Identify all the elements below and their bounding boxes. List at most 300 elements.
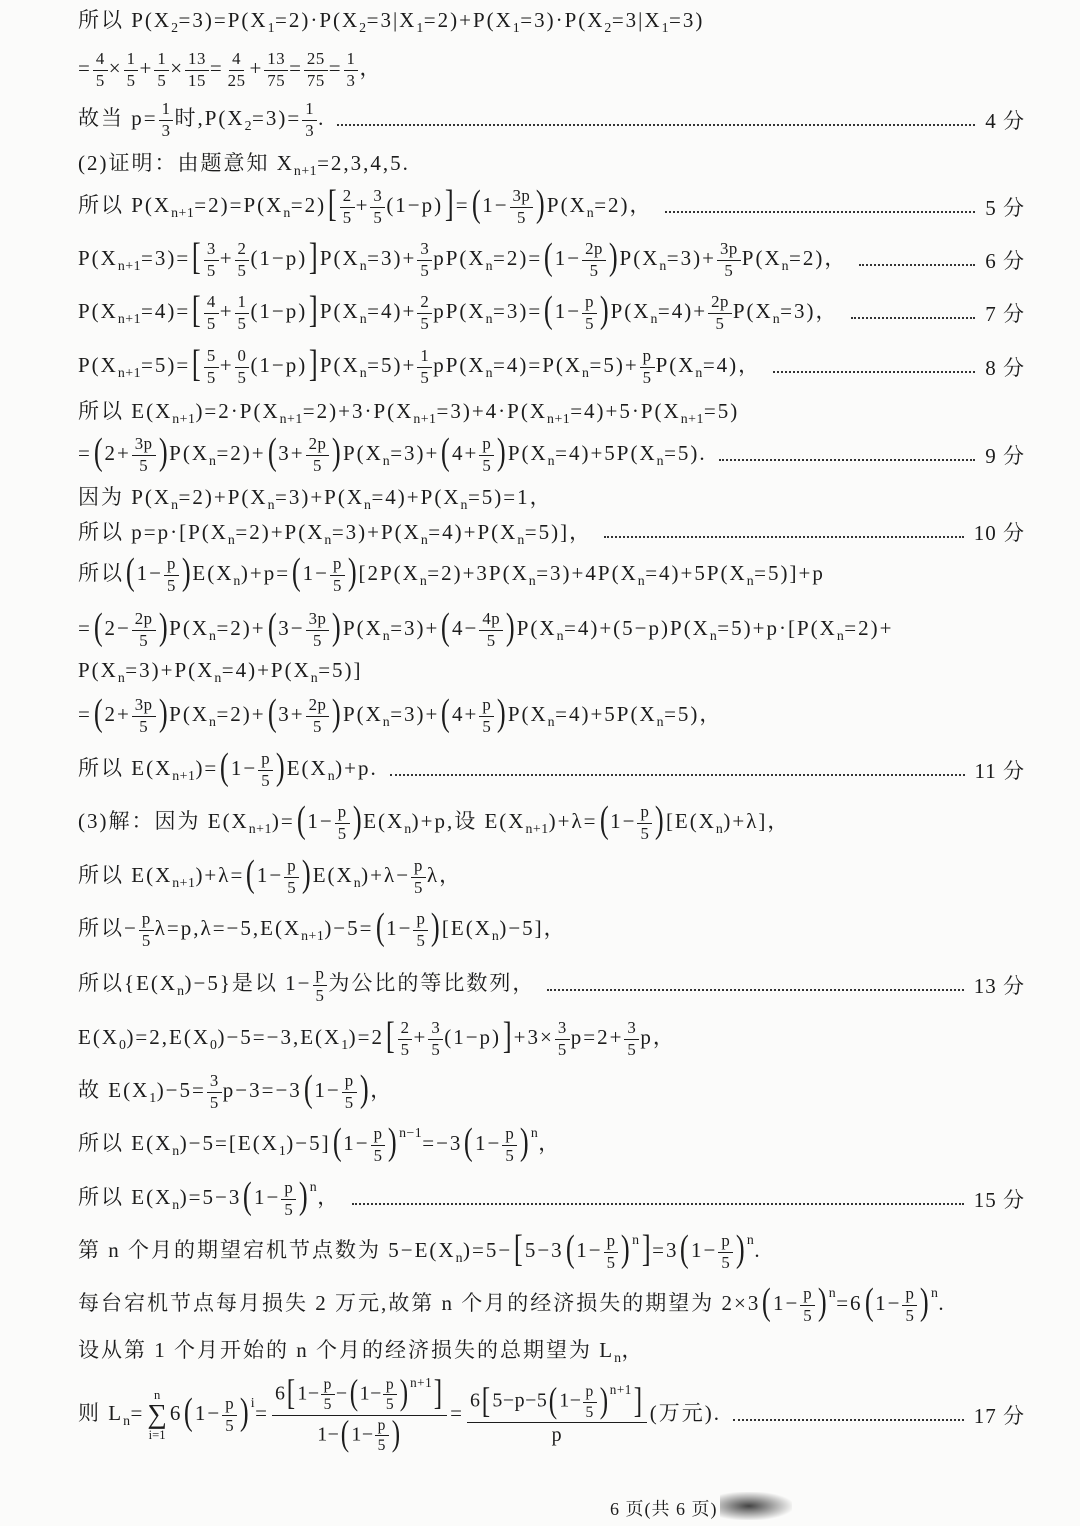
text-run: =3)·P(X [520,8,605,33]
text-run: =5)+ [589,352,639,377]
fraction-denominator [637,824,652,844]
solution-line-18 [78,795,1025,851]
text-run: p [166,553,176,573]
fraction-numerator [306,610,330,631]
fraction-denominator [340,208,355,228]
fraction-numerator [185,50,209,71]
big-bracket: ) [347,551,357,594]
text-run: 3 [346,70,356,90]
dotted-leader [859,264,975,266]
big-bracket: ] [309,343,318,386]
subscript: n [656,452,665,468]
fraction [800,1285,815,1326]
text-run: p [141,908,151,928]
fraction [902,1285,917,1326]
fraction-numerator [383,1376,397,1395]
fraction [185,50,209,91]
fraction [583,1383,597,1421]
text-run: 1− [772,1290,800,1315]
text-run: 2p [711,291,729,311]
fraction-numerator [800,1285,815,1306]
score-mark: 4 分 [985,109,1025,133]
fraction-numerator [306,435,330,456]
fraction-numerator [398,1019,413,1040]
fraction [235,347,250,388]
text-run: 5 [589,260,599,280]
subscript: n [836,627,845,643]
text-run: . [754,1237,762,1262]
text-run: 5 [400,1039,410,1059]
text-run: P(X [546,192,587,217]
fraction-numerator [417,293,432,314]
text-run: =5)， [664,701,723,726]
subscript: 2 [171,19,179,35]
text-run: 2+ [104,440,131,465]
text-run: = [209,55,224,80]
text-run: pP(X [433,245,486,270]
text-run: p [803,1283,813,1303]
dotted-leader [665,211,976,213]
score-mark: 7 分 [985,302,1025,326]
line-content [78,1015,676,1060]
fraction-denominator [281,1200,296,1220]
text-run: =4)+5P(X [555,701,657,726]
text-run: 设从第 1 个月开始的 n 个月的经济损失的总期望为 L [78,1338,615,1363]
fraction-denominator [222,1416,237,1436]
text-run: × [108,55,123,80]
text-run: =3)， [780,298,839,323]
fraction [417,347,432,388]
big-bracket: ) [599,289,609,332]
fraction-denominator [604,1253,619,1273]
line-content [78,236,848,281]
text-run: 为公比的等比数列， [328,970,536,995]
text-run: 3+ [278,701,305,726]
text-run: P(X [319,352,360,377]
fraction-denominator [313,986,328,1006]
subscript: n [485,364,494,380]
line-content [78,1121,562,1166]
line-content [78,183,653,228]
text-run: 5 [313,455,322,475]
text-run: (1−p) [250,352,308,377]
text-run: p [585,291,595,311]
line-content [78,343,762,388]
text-run: 75 [267,70,286,90]
big-bracket: ) [158,692,168,735]
fraction-denominator [321,1395,335,1413]
subscript: n [171,496,179,512]
big-bracket: ) [332,692,342,735]
text-run: =2)=P(X [194,192,284,217]
big-bracket: ) [359,1068,369,1111]
text-run: pP(X [433,352,486,377]
big-bracket: ( [565,1228,575,1271]
big-bracket: ) [655,799,665,842]
fraction-numerator [413,910,428,931]
fraction-denominator [235,261,250,281]
subscript: n+1 [293,162,318,178]
text-run: )+λ= [548,808,598,833]
line-content [78,4,704,36]
text-run: )=5−3 [179,1184,242,1209]
score-mark: 11 分 [974,759,1025,783]
text-run: 5 [373,207,383,227]
text-run: p [337,801,347,821]
text-run: 6 [169,1400,183,1425]
fraction-numerator [124,50,139,71]
text-run: P(X [78,658,118,683]
subscript: n [650,310,658,326]
big-bracket: [ [514,1228,523,1271]
line-content [78,1371,722,1455]
subscript: n+1 [117,364,142,380]
text-run: × [170,55,185,80]
big-bracket: ( [349,1371,358,1412]
subscript: n [772,310,781,326]
text-run: +3× [513,1024,554,1049]
fraction-numerator [284,857,299,878]
fraction-denominator [624,1040,639,1060]
subscript: n [172,1142,180,1158]
text-run: 5 [141,930,151,950]
fraction-denominator [413,931,428,951]
subscript: n [359,364,368,380]
fraction [204,293,219,334]
text-run: )+λ= [195,862,245,887]
big-bracket: ( [93,692,103,735]
text-run: 3 [557,1017,567,1037]
fraction [281,1179,296,1220]
big-bracket: ( [125,551,135,594]
superscript: n [632,1231,640,1247]
text-run: 5 [313,630,322,650]
big-bracket: ] [433,1371,443,1412]
text-run: 4+ [452,440,479,465]
fraction-numerator [428,1019,443,1040]
fraction-numerator [479,435,494,456]
big-bracket: [ [482,1379,491,1420]
fraction-numerator [229,50,244,71]
text-run: 1 [420,345,430,365]
fraction [604,1232,619,1273]
big-bracket: ( [267,606,277,649]
text-run: 5 [803,1305,813,1325]
text-run: =2)= [493,245,543,270]
subscript: 0 [210,1036,218,1052]
text-run: 5 [206,367,216,387]
text-run: 5−p−5 [492,1389,548,1412]
text-run: =2)+ [216,701,266,726]
subscript: n [209,713,217,729]
text-run: =3)+4·P(X [436,399,548,424]
text-run: )+p,设 E(X [411,808,526,833]
text-run: =4)+5·P(X [570,399,681,424]
fraction-numerator [321,1376,335,1395]
big-bracket: ) [332,431,342,474]
text-run: E(X [192,560,234,585]
big-bracket: ( [441,606,451,649]
big-bracket: ( [375,906,385,949]
fraction-numerator [204,293,219,314]
text-run: =4)+P(X [428,520,518,545]
fraction [398,1019,413,1060]
text-run: p [551,1424,563,1447]
text-run: 5 [209,1092,219,1112]
text-run: P(X [169,701,209,726]
subscript: n [359,257,368,273]
subscript: n+1 [172,874,196,890]
subscript: n+1 [525,820,549,836]
fraction [306,696,330,737]
line-content [78,965,535,1006]
fraction-numerator [132,610,156,631]
subscript: n [404,820,412,836]
text-run: 5 [342,207,352,227]
line-content [78,289,839,334]
fraction-numerator [417,347,432,368]
fraction-numerator [154,50,169,71]
line-content [78,906,567,951]
fraction-denominator [225,71,249,91]
subscript: 1 [661,19,669,35]
text-run: (1−p) [250,298,308,323]
text-run: 5 [516,207,526,227]
text-run: p [323,1375,332,1393]
big-bracket: [ [385,1015,395,1058]
text-run: 5 [627,1039,637,1059]
text-run: p [373,1123,383,1143]
text-run: 4 [95,48,105,68]
text-run: 1− [559,1389,582,1412]
superscript: n+1 [410,1374,433,1390]
fraction [467,1379,647,1447]
text-run: 5 [385,1396,395,1414]
subscript: n+1 [680,410,704,426]
summation-sign: ∑ [147,1399,167,1430]
big-bracket: ) [520,1121,529,1164]
fraction-denominator [583,1403,597,1421]
fraction [370,187,385,228]
line-content [78,853,463,898]
fraction-denominator [549,1423,565,1446]
fraction-numerator [281,1179,296,1200]
text-run: 1− [194,1400,222,1425]
subscript: 1 [149,1089,157,1105]
superscript: n [930,1284,939,1300]
big-bracket: ) [240,1391,249,1434]
fraction [417,293,432,334]
big-bracket: ) [275,746,285,789]
text-run: − [335,1382,348,1405]
text-run: 1 [305,98,315,118]
solution-line-02 [78,42,1025,98]
text-run: [E(X [665,808,716,833]
fraction-denominator [204,314,219,334]
text-run: =4)+ [367,298,417,323]
fraction [555,1019,570,1060]
text-run: =5)] [318,658,363,683]
fraction-denominator [555,1040,570,1060]
score-mark: 5 分 [985,196,1025,220]
big-bracket: ( [599,799,609,842]
text-run: ， [538,1130,562,1155]
subscript: 1 [416,19,424,35]
text-run: )= [195,755,219,780]
fraction [344,50,359,91]
text-run: 2 [400,1017,410,1037]
text-run: 13 [188,48,206,68]
text-run: [2P(X [358,560,420,585]
fraction-denominator [93,71,108,91]
text-run: 6 [274,1382,286,1405]
fraction-numerator [717,240,741,261]
fraction-denominator [154,71,169,91]
text-run: =5)= [141,352,191,377]
big-bracket: ( [93,431,103,474]
big-bracket: [ [287,1371,296,1412]
fraction-numerator [258,750,273,771]
subscript: n [267,496,275,512]
line-content [78,147,410,179]
text-run: 5 [431,1039,441,1059]
fraction [284,857,299,898]
text-run: 5 [287,877,297,897]
text-run: pP(X [433,298,486,323]
text-run: 5 [157,70,167,90]
score-mark: 9 分 [985,444,1025,468]
text-run: P(X [342,440,383,465]
subscript: n+1 [117,257,142,273]
text-run: =4)+ [657,298,708,323]
line-content [78,799,791,844]
fraction-numerator [204,347,219,368]
fraction-denominator [330,576,345,596]
fraction [342,1072,357,1113]
text-run: 5 [414,877,423,897]
fraction [383,1376,397,1414]
text-run: 故当 p= [78,105,158,130]
subscript: n+1 [547,410,571,426]
fraction-numerator [302,100,317,121]
text-run: 5 [206,313,216,333]
text-run: ， [370,1077,394,1102]
fraction-numerator [159,100,174,121]
fraction-numerator [375,1417,389,1436]
text-run: =3)=P(X [178,8,268,33]
text-run: P(X [319,245,360,270]
dotted-leader [851,317,976,319]
text-run: 75 [306,70,325,90]
fraction-numerator [902,1285,917,1306]
text-run: + [219,245,234,270]
fraction [93,50,108,91]
text-run: 5 [315,985,325,1005]
text-run: 3 [420,238,430,258]
text-run: p [414,855,423,875]
text-run: 5 [95,70,105,90]
text-run: = [328,55,343,80]
big-bracket: ( [296,799,306,842]
text-run: E(X [363,808,405,833]
subscript: n [177,982,185,998]
text-run: 1 [161,98,171,118]
text-run: 1− [351,1423,374,1445]
big-bracket: ( [332,1121,342,1164]
text-run: =3)+ [390,440,440,465]
subscript: n [517,531,525,547]
fraction-denominator [207,1093,222,1113]
fraction [264,50,288,91]
text-run: )−5] [286,1130,331,1155]
subscript: n [382,452,391,468]
text-run: 1 [346,48,356,68]
text-run: 1− [307,808,334,833]
text-run: + [139,55,154,80]
text-run: 5 [640,823,650,843]
line-content [78,658,363,686]
text-run: 5 [126,70,136,90]
text-run: 3p [308,608,327,628]
fraction-numerator [510,187,534,208]
fraction-numerator [235,240,250,261]
text-run: =2,3,4,5. [317,151,410,176]
text-run: 1− [386,915,413,940]
fraction-denominator [502,1146,517,1166]
solution-line-07 [78,285,1025,341]
subscript: n [659,257,667,273]
big-bracket: ) [506,606,515,649]
subscript: n+1 [172,410,196,426]
subscript: n [746,572,755,588]
subscript: n [209,452,217,468]
text-run: 1− [875,1290,902,1315]
fraction [708,293,732,334]
text-run: =5)]， [524,520,593,545]
text-run: = [255,1400,269,1425]
fraction-denominator [718,1253,733,1273]
text-run: =3)= [141,245,191,270]
fraction [330,555,345,596]
text-run: =2)， [594,192,653,217]
subscript: 1 [512,19,521,35]
score-mark: 13 分 [973,974,1025,998]
text-run: 5 [139,716,149,736]
text-run: + [219,352,234,377]
text-run: (2)证明：由题意知 X [78,151,294,176]
text-run: 5 [420,260,430,280]
solution-line-01 [78,0,1025,40]
fraction-numerator [479,610,503,631]
subscript: n [123,1412,131,1428]
big-bracket: ) [332,606,342,649]
fraction-numerator [640,347,655,368]
text-run: 5 [416,930,426,950]
text-run: 所以{E(X [78,970,178,995]
fraction [321,1376,335,1414]
fraction [313,965,328,1006]
subscript: n [310,669,319,685]
subscript: n [327,767,336,783]
text-run: 1− [576,1237,603,1262]
text-run: 1 [126,48,136,68]
subscript: n [586,204,595,220]
text-run: =3)+ [390,701,440,726]
text-run: )=5− [463,1237,513,1262]
text-run: p [385,1375,395,1393]
text-run: =3)+ [390,615,440,640]
fraction [718,1232,733,1273]
